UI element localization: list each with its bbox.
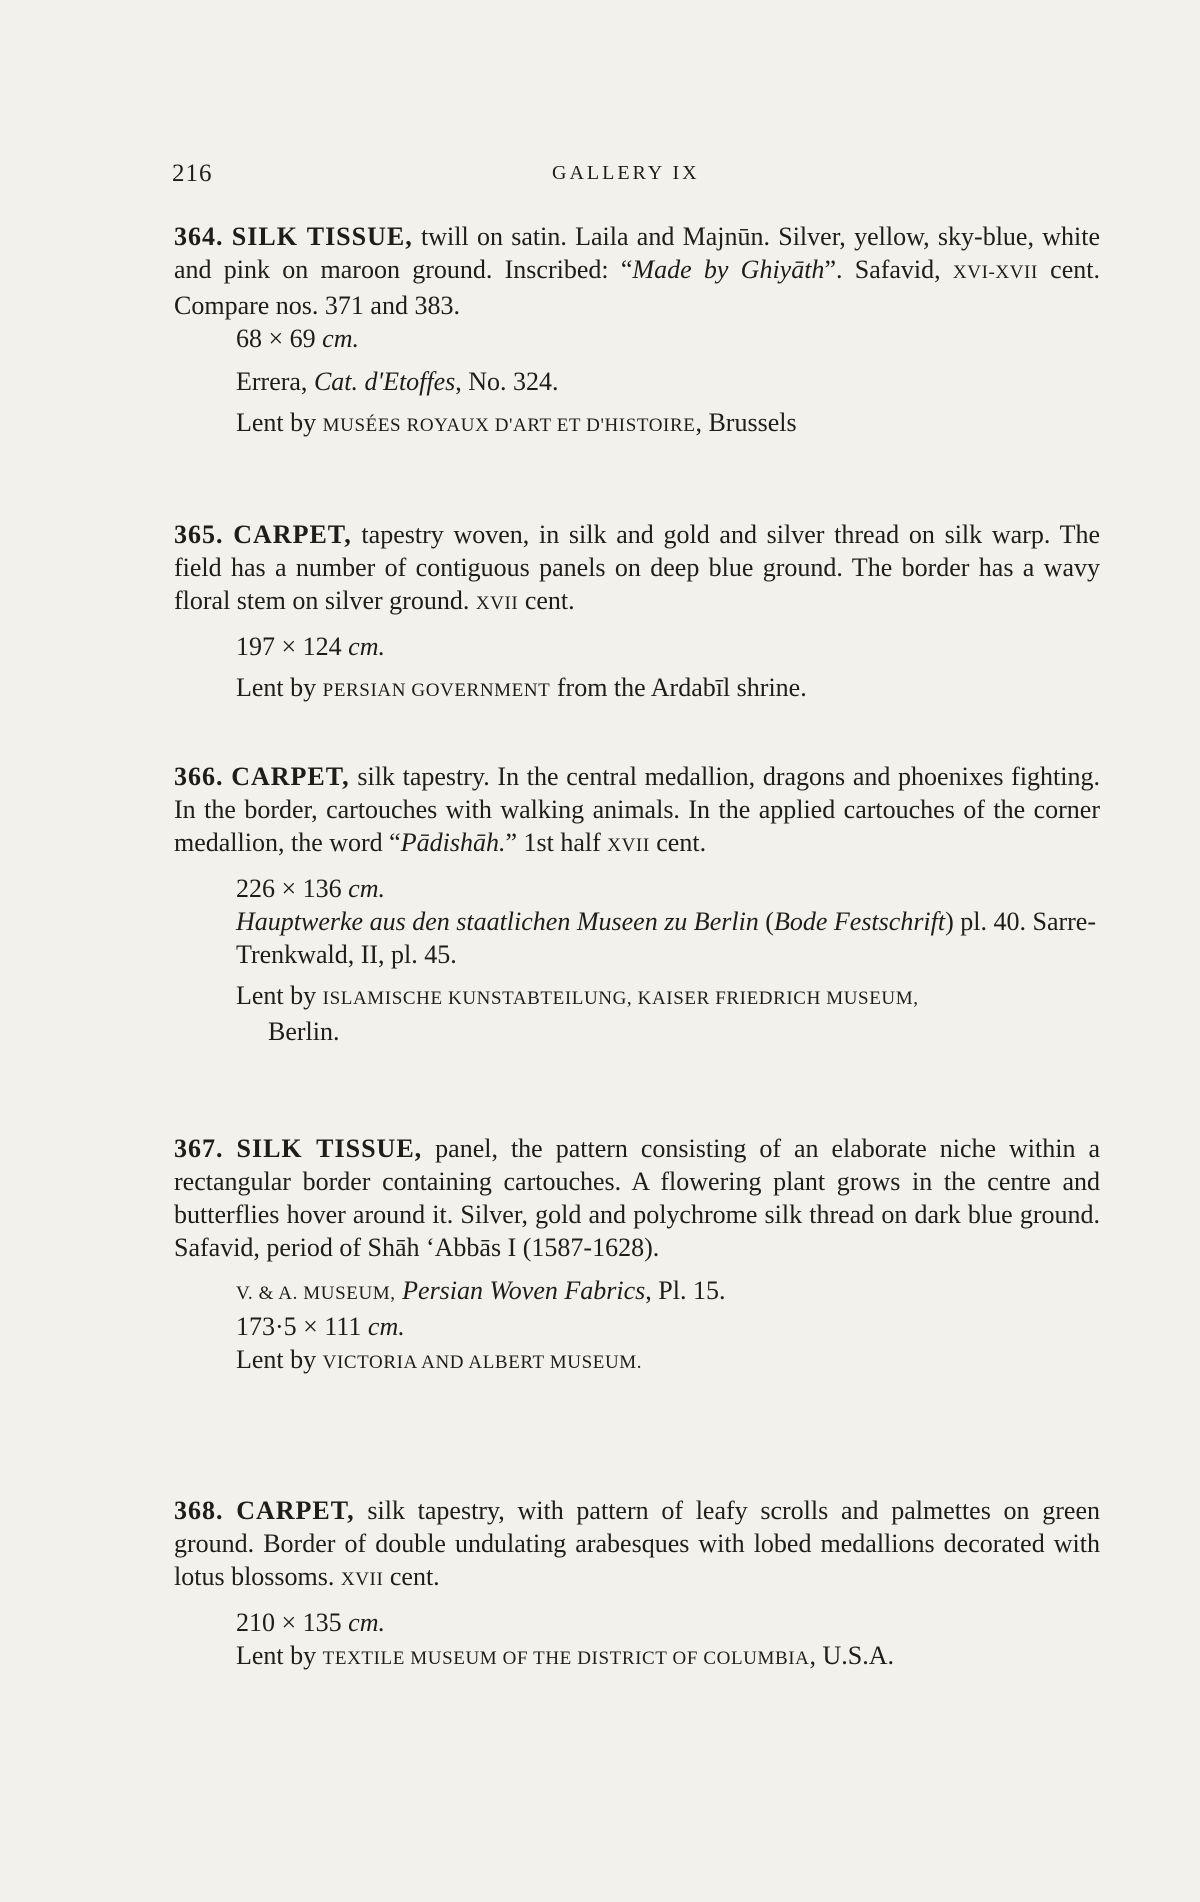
entry-368: [174, 1494, 1100, 1675]
running-title: GALLERY IX: [552, 162, 700, 184]
entry-lender: Lent by MUSÉES ROYAUX D'ART ET D'HISTOIRE, Brussels: [236, 408, 797, 437]
entry-number: 367.: [174, 1134, 224, 1163]
entry-lender: Lent by TEXTILE MUSEUM OF THE DISTRICT OF COLUMBIA, U.S.A.: [236, 1641, 895, 1670]
entry-description: 366. CARPET, silk tapestry. In the central medallion, dragons and phoenixes fighting. In the border, cartouches with walking animals. In the applied cartouches of the corner medallion, the word “Pādishāh.” 1st half XVII cent.: [174, 762, 1100, 857]
entry-dimensions: 173·5 × 111 cm.: [236, 1312, 405, 1341]
entry-lender-city: Berlin.: [268, 1017, 340, 1046]
entry-number: 364.: [174, 222, 224, 251]
entry-title: CARPET,: [231, 762, 350, 791]
entry-number: 365.: [174, 520, 224, 549]
entry-365: [174, 518, 1100, 707]
entry-description: 367. SILK TISSUE, panel, the pattern consisting of an elaborate niche within a rectangular border containing cartouches. A flowering plant grows in the centre and butterflies hover around it. Silver, gold and polychrome silk thread on dark blue ground. Safavid, period of Shāh ‘Abbās I (1587-1628).: [174, 1134, 1101, 1262]
entry-title: CARPET,: [236, 1496, 355, 1525]
entry-364: [174, 220, 1100, 442]
entry-366: [174, 760, 1100, 1048]
entry-reference: V. & A. MUSEUM, Persian Woven Fabrics, Pl. 15.: [236, 1276, 726, 1305]
entry-description: 365. CARPET, tapestry woven, in silk and gold and silver thread on silk warp. The field has a number of contiguous panels on deep blue ground. The border has a wavy floral stem on silver ground. XVII cent.: [174, 520, 1101, 615]
entry-dimensions: 226 × 136 cm.: [236, 874, 385, 903]
entry-description: 368. CARPET, silk tapestry, with pattern of leafy scrolls and palmettes on green ground. Border of double undulating arabesques with lobed medallions decorated with lotus blossoms. XVII cent.: [174, 1496, 1100, 1591]
entry-description: 364. SILK TISSUE, twill on satin. Laila and Majnūn. Silver, yellow, sky-blue, white and pink on maroon ground. Inscribed: “Made by Ghiyāth”. Safavid, XVI-XVII cent. Compare nos. 371 and 383.: [174, 222, 1101, 320]
entry-reference: Errera, Cat. d'Etoffes, No. 324.: [236, 367, 559, 396]
entry-lender: Lent by ISLAMISCHE KUNSTABTEILUNG, KAISER FRIEDRICH MUSEUM,: [236, 981, 919, 1010]
entry-367: [174, 1132, 1100, 1379]
page-number: 216: [172, 160, 213, 187]
entry-title: SILK TISSUE,: [236, 1134, 423, 1163]
entry-dimensions: 210 × 135 cm.: [236, 1608, 385, 1637]
entry-number: 366.: [174, 762, 224, 791]
entry-lender: Lent by PERSIAN GOVERNMENT from the Ardabīl shrine.: [236, 673, 807, 702]
entry-title: SILK TISSUE,: [231, 222, 413, 251]
entry-dimensions: 68 × 69 cm.: [236, 324, 359, 353]
entry-lender: Lent by VICTORIA AND ALBERT MUSEUM.: [236, 1345, 643, 1374]
entry-title: CARPET,: [233, 520, 352, 549]
page-header: [0, 160, 1200, 190]
entry-reference: Hauptwerke aus den staatlichen Museen zu Berlin (Bode Festschrift) pl. 40. Sarre-Trenkwald, II, pl. 45.: [236, 907, 1097, 969]
entry-dimensions: 197 × 124 cm.: [236, 632, 385, 661]
entry-number: 368.: [174, 1496, 224, 1525]
